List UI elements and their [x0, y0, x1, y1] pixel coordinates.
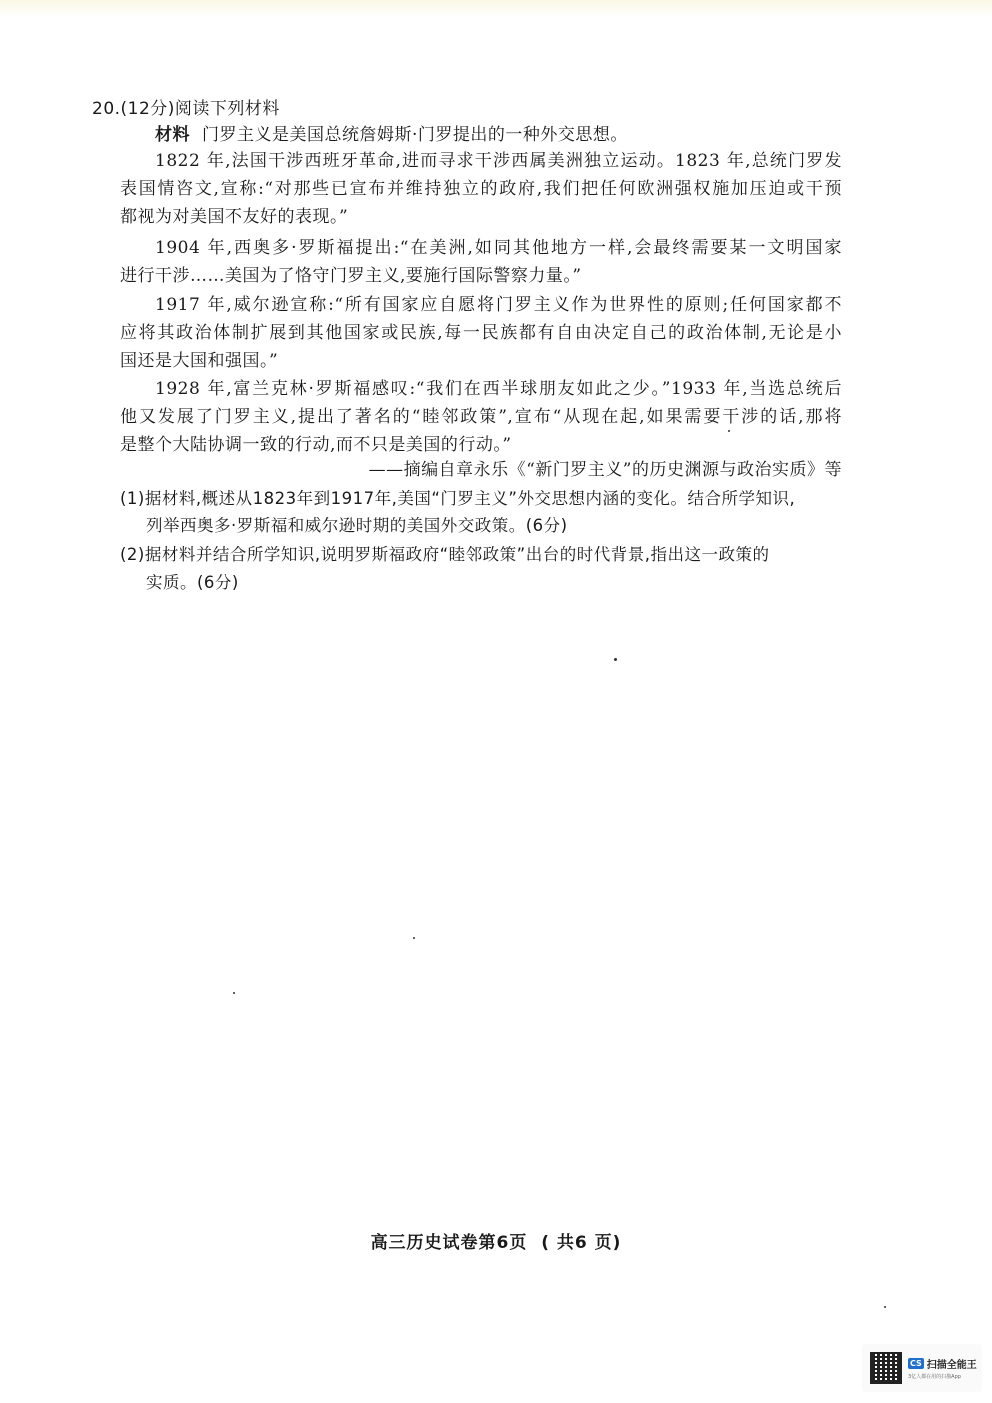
scanner-watermark [862, 1344, 982, 1392]
sub-question-2-line-1: (2)据材料并结合所学知识,说明罗斯福政府“睦邻政策”出台的时代背景,指出这一政策的 [120, 545, 770, 564]
material-source: ——摘编自章永乐《“新门罗主义”的历史渊源与政治实质》等 [368, 460, 842, 480]
scanner-app-row [908, 1356, 977, 1371]
paragraph-1928-line-1: 1928 年,富兰克林·罗斯福感叹:“我们在西半球朋友如此之少。”1933 年,当选总统后 [155, 379, 842, 399]
sub-question-2-line-2: 实质。(6分) [146, 573, 239, 592]
qr-code-icon [870, 1352, 902, 1384]
paragraph-1823-line-1: 1822 年,法国干涉西班牙革命,进而寻求干涉西属美洲独立运动。1823 年,总统门罗发 [155, 151, 842, 171]
paragraph-1823-line-3: 都视为对美国不友好的表现。” [120, 207, 349, 227]
question-header: 20.(12分)阅读下列材料 [92, 99, 280, 119]
camscanner-icon: CS [910, 1359, 922, 1368]
paragraph-1823-line-2: 表国情咨文,宣称:“对那些已宣布并维持独立的政府,我们把任何欧洲强权施加压迫或干预 [120, 179, 842, 199]
scan-top-edge [0, 0, 992, 18]
sub-question-1-line-2: 列举西奥多·罗斯福和威尔逊时期的美国外交政策。(6分) [146, 516, 568, 535]
sub-question-1-line-1: (1)据材料,概述从1823年到1917年,美国“门罗主义”外交思想内涵的变化。结合所学知识, [120, 489, 796, 508]
scan-speck [413, 937, 415, 939]
paragraph-1917-line-1: 1917 年,威尔逊宣称:“所有国家应自愿将门罗主义作为世界性的原则;任何国家都不 [155, 295, 842, 315]
scanner-watermark-text [908, 1356, 977, 1380]
paragraph-1904-line-2: 进行干涉……美国为了恪守门罗主义,要施行国际警察力量。” [120, 266, 582, 286]
material-label: 材料 [155, 125, 190, 145]
material-intro: 门罗主义是美国总统詹姆斯·门罗提出的一种外交思想。 [202, 125, 628, 145]
paragraph-1904-line-1: 1904 年,西奥多·罗斯福提出:“在美洲,如同其他地方一样,会最终需要某一文明国家 [155, 238, 842, 258]
material-intro-line [155, 121, 842, 149]
scan-speck [884, 1306, 886, 1308]
paragraph-1917-line-3: 国还是大国和强国。” [120, 351, 279, 371]
scanner-app-name: 扫描全能王 [926, 1360, 977, 1371]
scan-speck [614, 658, 617, 661]
paragraph-1928-line-3: 是整个大陆协调一致的行动,而不只是美国的行动。” [120, 435, 512, 455]
paragraph-1917-line-2: 应将其政治体制扩展到其他国家或民族,每一民族都有自由决定自己的政治体制,无论是小 [120, 323, 842, 343]
paragraph-1928-line-2: 他又发展了门罗主义,提出了著名的“睦邻政策”,宣布“从现在起,如果需要干涉的话,那将 [120, 407, 842, 427]
page-footer: 高三历史试卷第6页 ( 共6 页) [370, 1233, 622, 1253]
scan-speck [728, 430, 730, 432]
scan-speck [233, 992, 235, 994]
scanner-app-tagline: 3亿人都在用的扫描App [908, 1374, 961, 1380]
